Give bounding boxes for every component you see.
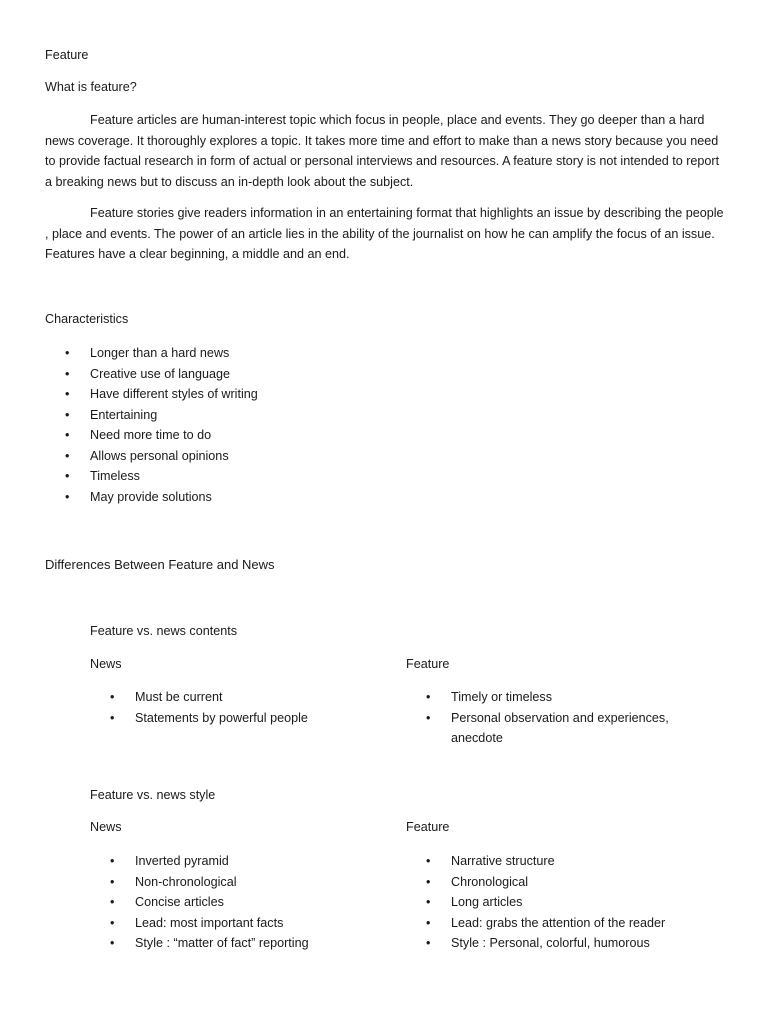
list-item: • Non-chronological — [90, 872, 390, 893]
list-item: • Concise articles — [90, 892, 390, 913]
list-item: • Have different styles of writing — [45, 384, 445, 405]
list-item: • Need more time to do — [45, 425, 445, 446]
style-news-list — [90, 851, 390, 954]
contents-subheading: Feature vs. news contents — [90, 624, 237, 638]
style-news-label: News — [90, 820, 122, 834]
style-feature-label: Feature — [406, 820, 450, 834]
list-item: • Longer than a hard news — [45, 343, 445, 364]
contents-news-label: News — [90, 657, 122, 671]
characteristics-list — [45, 343, 445, 507]
paragraph-2: Feature stories give readers information in an entertaining format that highlights an issue by describing the people , place and events. The power of an article lies in the ability of the journalist on how he can amplify the focus of an issue. Features have a clear beginning, a middle and an end. — [45, 206, 724, 261]
list-item: • Lead: most important facts — [90, 913, 390, 934]
list-item: • Long articles — [406, 892, 726, 913]
list-item: • Inverted pyramid — [90, 851, 390, 872]
differences-heading: Differences Between Feature and News — [45, 557, 275, 572]
list-item: • Entertaining — [45, 405, 445, 426]
list-item: • Lead: grabs the attention of the reader — [406, 913, 726, 934]
paragraph-1: Feature articles are human-interest topic which focus in people, place and events. They go deeper than a hard news coverage. It thoroughly explores a topic. It takes more time and effort to make than a news story because you need to provide factual research in form of actual or personal interviews and resources. A feature story is not intended to report a breaking news but to discuss an in-depth look about the subject. — [45, 113, 720, 189]
list-item: • Narrative structure — [406, 851, 726, 872]
style-feature-list — [406, 851, 726, 954]
list-item: • Timely or timeless — [406, 687, 686, 708]
list-item: • Timeless — [45, 466, 445, 487]
list-item: • Creative use of language — [45, 364, 445, 385]
list-item: • Chronological — [406, 872, 726, 893]
list-item: • Style : Personal, colorful, humorous — [406, 933, 726, 954]
list-item: • May provide solutions — [45, 487, 445, 508]
contents-feature-list — [406, 687, 686, 749]
list-item: • Statements by powerful people — [90, 708, 380, 729]
style-subheading: Feature vs. news style — [90, 788, 216, 802]
contents-news-list — [90, 687, 380, 728]
list-item: • Allows personal opinions — [45, 446, 445, 467]
list-item: • Must be current — [90, 687, 380, 708]
list-item: • Personal observation and experiences, anecdote — [406, 708, 686, 749]
document-title: Feature — [45, 48, 89, 62]
contents-feature-label: Feature — [406, 657, 450, 671]
question-heading: What is feature? — [45, 80, 137, 94]
characteristics-heading: Characteristics — [45, 312, 129, 326]
list-item: • Style : “matter of fact” reporting — [90, 933, 390, 954]
